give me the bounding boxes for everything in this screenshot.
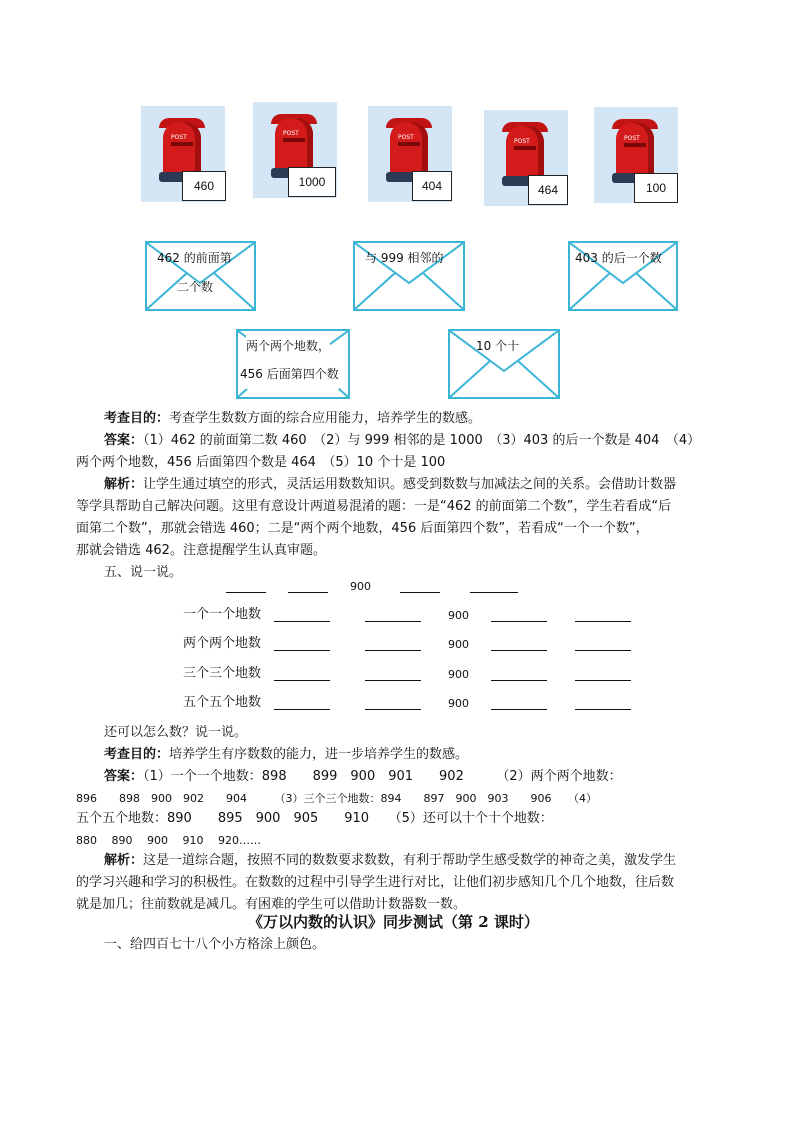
answer-blank[interactable] (491, 621, 547, 622)
analysis-line: 面第二个数”，那就会错选 460；二是“两个两个地数，456 后面第四个数”，若看成“一个一个数”， (76, 521, 649, 536)
envelope-card (568, 241, 678, 311)
answer-line: 五个五个地数：890 895 900 905 910 （5）还可以十个十个地数： (76, 811, 553, 826)
mailbox-number: 404 (412, 171, 452, 201)
envelope-text: 二个数 (177, 280, 214, 294)
answer-blank[interactable] (226, 592, 266, 593)
answer-blank[interactable] (288, 592, 328, 593)
question-text: 一、给四百七十八个小方格涂上颜色。 (104, 937, 326, 952)
mailbox-number: 1000 (288, 167, 336, 197)
question-text: 还可以怎么数？说一说。 (104, 725, 248, 740)
answer-line: 880 890 900 910 920…… (76, 834, 261, 847)
envelope-text: 403 的后一个数 (575, 251, 662, 265)
analysis-line: 解析：让学生通过填空的形式，灵活运用数数知识。感受到数数与加减法之间的关系。会借助计数器 (104, 477, 677, 492)
row-value: 900 (448, 609, 469, 622)
mailbox-image: POST (484, 110, 568, 206)
answer-blank[interactable] (365, 621, 421, 622)
row-value: 900 (448, 638, 469, 651)
purpose-line: 考查目的：考查学生数数方面的综合应用能力，培养学生的数感。 (104, 411, 482, 426)
envelope-card (353, 241, 465, 311)
answer-blank[interactable] (274, 709, 330, 710)
answer-blank[interactable] (575, 621, 631, 622)
row-label: 五个五个地数 (183, 695, 262, 710)
row-value: 900 (448, 668, 469, 681)
answer-line: 答案：（1）462 的前面第二数 460 （2）与 999 相邻的是 1000 （3）403 的后一个数是 404 （4） (104, 433, 701, 448)
answer-blank[interactable] (491, 709, 547, 710)
analysis-line: 那就会错选 462。注意提醒学生认真审题。 (76, 543, 326, 558)
answer-blank[interactable] (470, 592, 518, 593)
mailbox-number: 464 (528, 175, 568, 205)
envelope-card (145, 241, 256, 311)
answer-blank[interactable] (365, 680, 421, 681)
answer-line: 答案：（1）一个一个地数：898 899 900 901 902 （2）两个两个地数： (104, 769, 622, 784)
answer-blank[interactable] (274, 621, 330, 622)
answer-line: 两个两个地数，456 后面第四个数是 464 （5）10 个十是 100 (76, 455, 446, 470)
answer-blank[interactable] (365, 709, 421, 710)
answer-line: 896 898 900 902 904 （3）三个三个地数：894 897 900 903 906 （4） (76, 792, 597, 805)
purpose-line: 考查目的：培养学生有序数数的能力，进一步培养学生的数感。 (104, 747, 469, 762)
mailbox-number: 460 (182, 171, 226, 201)
row-label: 三个三个地数 (183, 666, 262, 681)
mailbox-image: POST (253, 102, 337, 198)
envelope-text: 与 999 相邻的 (365, 251, 444, 265)
lesson-title: 《万以内数的认识》同步测试（第 2 课时） (248, 913, 539, 931)
envelope-text: 两个两个地数， (246, 331, 330, 361)
envelope-text: 462 的前面第 (157, 251, 232, 265)
mailbox-number: 100 (634, 173, 678, 203)
analysis-line: 等学具帮助自己解决问题。这里有意设计两道易混淆的题：一是“462 的前面第二个数”，学生若看成“后 (76, 499, 672, 514)
mailbox-image: POST (141, 106, 225, 202)
answer-blank[interactable] (491, 650, 547, 651)
answer-blank[interactable] (274, 650, 330, 651)
analysis-line: 的学习兴趣和学习的积极性。在数数的过程中引导学生进行对比，让他们初步感知几个几个地数，往后数 (76, 875, 675, 890)
row-label: 两个两个地数 (183, 636, 262, 651)
answer-blank[interactable] (575, 650, 631, 651)
answer-blank[interactable] (575, 709, 631, 710)
answer-blank[interactable] (575, 680, 631, 681)
mailbox-image: POST (368, 106, 452, 202)
analysis-line: 就是加几；往前数就是减几。有困难的学生可以借助计数器数一数。 (76, 897, 467, 912)
answer-blank[interactable] (491, 680, 547, 681)
envelope-card (448, 329, 560, 399)
mailbox-image: POST (594, 107, 678, 203)
section-heading: 五、说一说。 (104, 565, 183, 580)
row-value: 900 (448, 697, 469, 710)
answer-blank[interactable] (400, 592, 440, 593)
analysis-line: 解析：这是一道综合题，按照不同的数数要求数数，有利于帮助学生感受数学的神奇之美，激发学生 (104, 853, 677, 868)
center-number: 900 (350, 580, 371, 593)
row-label: 一个一个地数 (183, 607, 262, 622)
envelope-text: 10 个十 (476, 339, 520, 353)
envelope-card (236, 329, 350, 399)
answer-blank[interactable] (274, 680, 330, 681)
envelope-text: 456 后面第四个数 (240, 359, 339, 389)
answer-blank[interactable] (365, 650, 421, 651)
